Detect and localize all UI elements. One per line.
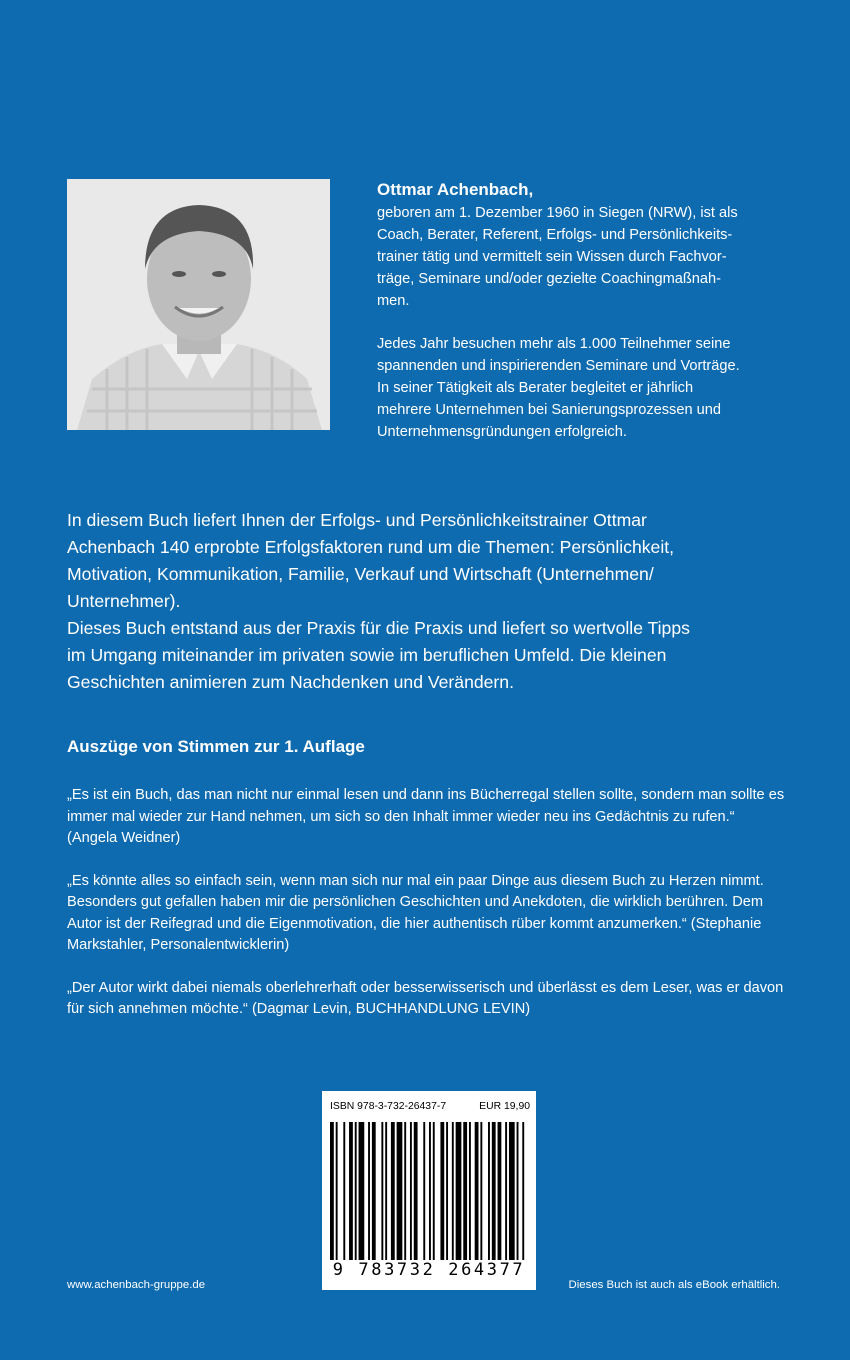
- barcode-bar: [522, 1122, 524, 1260]
- bio-line: In seiner Tätigkeit als Berater begleitet er jährlich: [377, 380, 694, 396]
- barcode-bar: [410, 1122, 412, 1260]
- price: EUR 19,90: [479, 1101, 530, 1112]
- barcode-bar: [391, 1122, 395, 1260]
- bio-line: Jedes Jahr besuchen mehr als 1.000 Teilnehmer seine: [377, 336, 731, 352]
- author-bio-paragraph-1: [377, 202, 777, 312]
- barcode-bar: [446, 1122, 448, 1260]
- bio-line: mehrere Unternehmen bei Sanierungsprozessen und: [377, 402, 721, 418]
- reviews-heading: Auszüge von Stimmen zur 1. Auflage: [67, 737, 365, 756]
- review-quote: „Es könnte alles so einfach sein, wenn man sich nur mal ein paar Dinge aus diesem Buch zu Herzen nimmt. Besonders gut gefallen haben mir die persönlichen Geschichten und Anekdoten, die wirklich berühren. Dem Autor ist der Reifegrad und die Eigenmotivation, die hier authentisch rüber kommt anzumerken.“ (Stephanie Markstahler, Personalentwicklerin): [67, 872, 764, 953]
- author-photo: [67, 179, 330, 430]
- bio-line: Coach, Berater, Referent, Erfolgs- und Persönlichkeits-: [377, 227, 733, 243]
- barcode-bar: [359, 1122, 365, 1260]
- barcode-bar: [330, 1122, 334, 1260]
- barcode-bar: [336, 1122, 338, 1260]
- barcode-bar: [475, 1122, 479, 1260]
- isbn-barcode: [322, 1091, 536, 1290]
- ebook-note: Dieses Buch ist auch als eBook erhältlich.: [568, 1279, 780, 1291]
- barcode-bar: [492, 1122, 496, 1260]
- barcode-bar: [480, 1122, 482, 1260]
- barcode-bars: [330, 1122, 528, 1260]
- barcode-bar: [433, 1122, 435, 1260]
- isbn-number: ISBN 978-3-732-26437-7: [330, 1101, 447, 1112]
- reviews-list: [67, 785, 785, 1042]
- barcode-bar: [349, 1122, 353, 1260]
- barcode-bar: [343, 1122, 345, 1260]
- description-line: Geschichten animieren zum Nachdenken und Verändern.: [67, 672, 514, 692]
- bio-line: trainer tätig und vermittelt sein Wissen durch Fachvor-: [377, 249, 727, 265]
- barcode-bar: [423, 1122, 425, 1260]
- barcode-bar: [429, 1122, 431, 1260]
- barcode-bar: [368, 1122, 370, 1260]
- description-line: In diesem Buch liefert Ihnen der Erfolgs- und Persönlichkeitstrainer Ottmar: [67, 510, 647, 530]
- barcode-bar: [452, 1122, 454, 1260]
- barcode-bar: [505, 1122, 507, 1260]
- description-line: Motivation, Kommunikation, Familie, Verkauf und Wirtschaft (Unternehmen/: [67, 564, 654, 584]
- barcode-bar: [355, 1122, 357, 1260]
- barcode-bar: [517, 1122, 519, 1260]
- barcode-bar: [469, 1122, 471, 1260]
- website-url[interactable]: www.achenbach-gruppe.de: [67, 1279, 206, 1291]
- description-text: [67, 507, 787, 696]
- book-description: [67, 507, 787, 696]
- bio-line: geboren am 1. Dezember 1960 in Siegen (NRW), ist als: [377, 205, 738, 221]
- barcode-bar: [381, 1122, 383, 1260]
- barcode-bar: [488, 1122, 490, 1260]
- barcode-bar: [463, 1122, 467, 1260]
- description-line: im Umgang miteinander im privaten sowie im beruflichen Umfeld. Die kleinen: [67, 645, 667, 665]
- author-name: Ottmar Achenbach,: [377, 180, 534, 199]
- review-quote: „Es ist ein Buch, das man nicht nur einmal lesen und dann ins Bücherregal stellen sollte, sondern man sollte es immer mal wieder zur Hand nehmen, um sich so den Inhalt immer wieder neu ins Gedächtnis zu rufen.“ (Angela Weidner): [67, 787, 785, 846]
- description-line: Achenbach 140 erprobte Erfolgsfaktoren rund um die Themen: Persönlichkeit,: [67, 537, 675, 557]
- author-bio-paragraph-2: [377, 333, 777, 443]
- author-bio: [377, 178, 777, 443]
- author-portrait-illustration: [67, 179, 330, 430]
- barcode-bar: [456, 1122, 462, 1260]
- barcode-bar: [397, 1122, 403, 1260]
- barcode-bar: [414, 1122, 418, 1260]
- isbn-price-line: [330, 1101, 530, 1112]
- barcode-digits: 9 783732 264377: [332, 1260, 526, 1280]
- barcode-bar: [372, 1122, 376, 1260]
- bio-line: spannenden und inspirierenden Seminare und Vorträge.: [377, 358, 740, 374]
- description-line: Unternehmer).: [67, 591, 181, 611]
- barcode-bar: [404, 1122, 406, 1260]
- description-line: Dieses Buch entstand aus der Praxis für die Praxis und liefert so wertvolle Tipps: [67, 618, 690, 638]
- barcode-bar: [509, 1122, 515, 1260]
- barcode-bar: [385, 1122, 387, 1260]
- bio-line: träge, Seminare und/oder gezielte Coachingmaßnah-: [377, 271, 721, 287]
- bio-line: Unternehmensgründungen erfolgreich.: [377, 424, 627, 440]
- barcode-bar: [440, 1122, 444, 1260]
- review-quote: „Der Autor wirkt dabei niemals oberlehrerhaft oder besserwisserisch und überlässt es dem Leser, was er davon für sich annehmen möchte.“ (Dagmar Levin, BUCHHANDLUNG LEVIN): [67, 979, 784, 1017]
- bio-line: men.: [377, 293, 410, 309]
- barcode-bar: [498, 1122, 502, 1260]
